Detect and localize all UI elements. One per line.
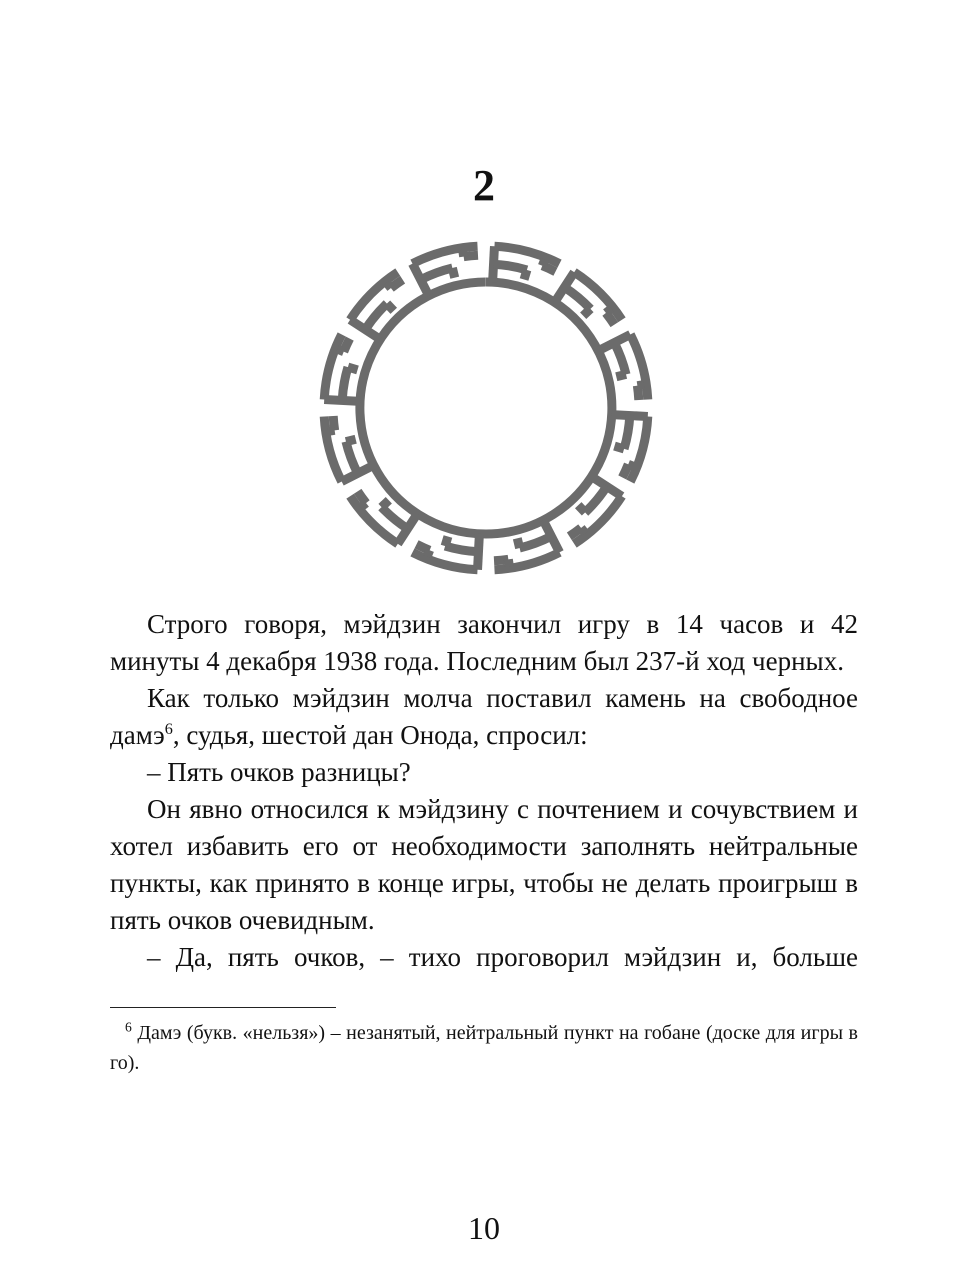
paragraph-3: – Пять очков разницы? xyxy=(147,757,411,787)
ornament-stroke xyxy=(417,544,430,550)
ornament-stroke xyxy=(564,287,590,309)
footnote-number: 6 xyxy=(125,1019,132,1035)
ornament-stroke xyxy=(606,309,611,313)
ornament-stroke xyxy=(508,559,509,566)
ornament-stroke xyxy=(463,250,464,257)
ornament-stroke xyxy=(348,367,358,370)
ornament-stroke xyxy=(427,550,430,557)
ornament-stroke xyxy=(346,442,358,474)
ornament-stroke xyxy=(360,282,612,534)
ornament-stroke xyxy=(387,304,394,311)
ornament-stroke xyxy=(520,536,552,548)
ornament-stroke xyxy=(494,264,527,270)
ornament-stroke xyxy=(387,283,391,288)
chapter-number: 2 xyxy=(473,161,495,210)
ornament-stroke xyxy=(361,503,366,507)
paragraph-2 xyxy=(110,680,858,754)
ornament-stroke xyxy=(581,528,585,533)
ornament-stroke xyxy=(624,416,630,449)
paragraph-4: Он явно относился к мэйдзину с почтением и сочувствием и хотел избавить его от необходимости заполнять нейтральные пункты, как принято в конце игры, чтобы не делать проигрыш в пять очков очевидным. xyxy=(110,794,858,935)
ornament-stroke xyxy=(344,339,350,352)
footnote-reference: 6 xyxy=(164,720,173,738)
ornament-stroke xyxy=(524,270,527,280)
ornament-stroke xyxy=(578,505,585,512)
ornament-stroke xyxy=(622,464,628,477)
paragraph-1: Строго говоря, мэйдзин закончил игру в 14 часов и 42 минуты 4 декабря 1938 года. Последним был 237-й ход черных. xyxy=(110,609,858,676)
ornament-stroke xyxy=(583,309,590,316)
ornament-stroke xyxy=(382,500,389,507)
ornament-stroke xyxy=(337,349,344,352)
ornament-stroke xyxy=(517,538,519,548)
ornament-stroke xyxy=(614,343,626,375)
page-number: 10 xyxy=(468,1210,500,1246)
ornament-stroke xyxy=(382,507,408,529)
paragraph-2-start: Как только мэйдзин молча поставил камень на свободное дамэ xyxy=(110,683,858,750)
ornament-stroke xyxy=(342,367,348,400)
ornament-stroke xyxy=(421,268,453,280)
ornament-stroke xyxy=(585,486,607,512)
ornament-stroke xyxy=(542,266,555,272)
ornament-stroke xyxy=(445,546,478,552)
ornament-stroke xyxy=(365,304,387,330)
ornament-stroke xyxy=(542,259,545,266)
ornament-stroke xyxy=(346,439,356,441)
ornament-stroke xyxy=(328,430,335,431)
ornament-stroke xyxy=(445,536,448,546)
footnote xyxy=(110,1018,858,1078)
footnote-divider xyxy=(110,1007,336,1008)
footnote-text: Дамэ (букв. «нельзя») – незанятый, нейтральный пункт на гобане (доске для игры в го). xyxy=(110,1022,858,1074)
ornament-stroke xyxy=(614,446,624,449)
ornament-stroke xyxy=(452,268,454,278)
main-text xyxy=(110,606,858,976)
greek-key-ring-ornament-icon xyxy=(314,236,658,580)
ornament-stroke xyxy=(616,374,626,376)
ornament-stroke xyxy=(628,464,635,467)
ornament-stroke xyxy=(637,385,644,386)
paragraph-2-end: , судья, шестой дан Онода, спросил: xyxy=(172,720,588,750)
paragraph-5: – Да, пять очков, – тихо проговорил мэйдзин и, больше xyxy=(147,942,858,972)
